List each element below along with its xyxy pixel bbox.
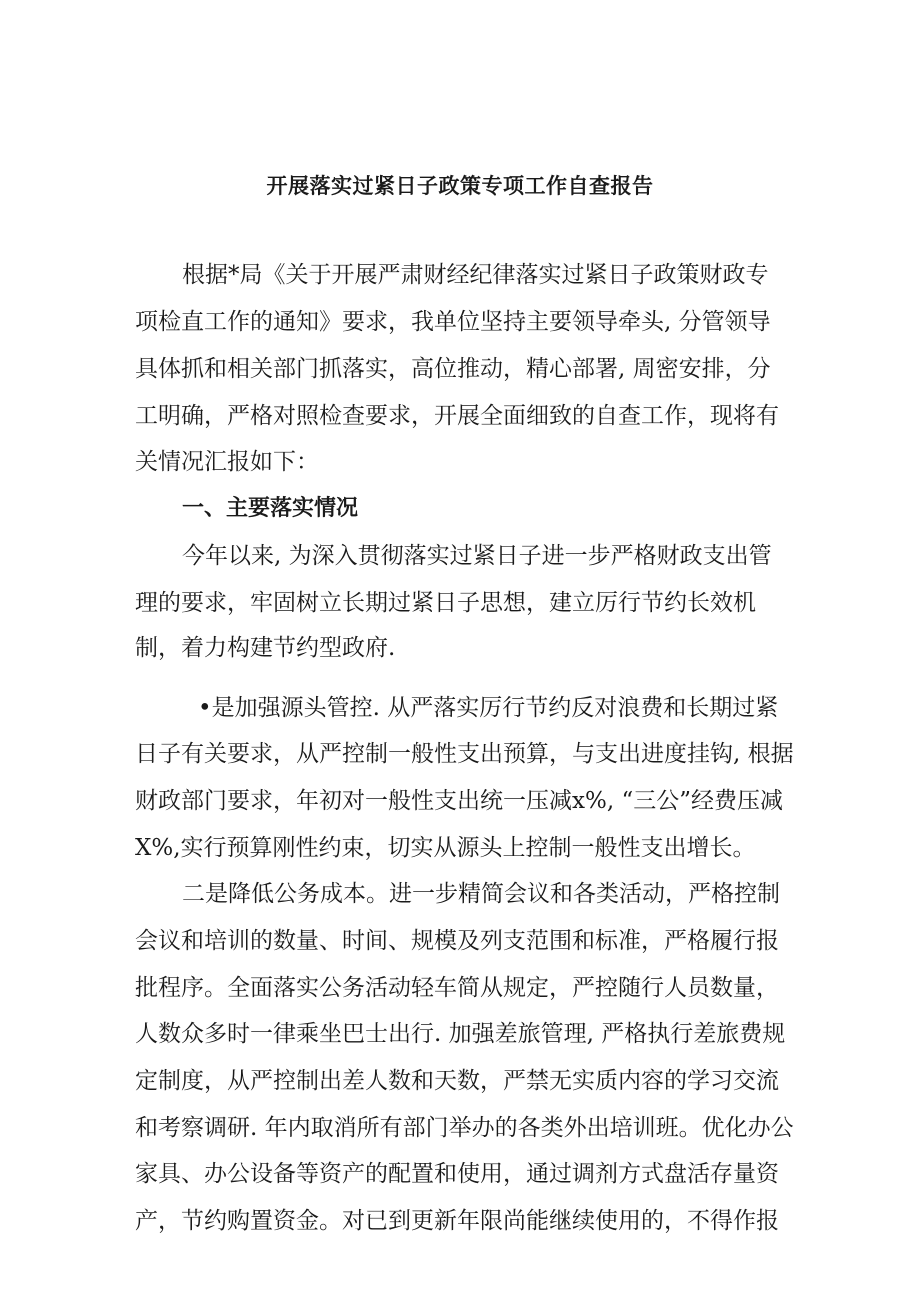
body-line: 日子有关要求，从严控制一般性支出预算，与支出进度挂钩, 根据 xyxy=(135,741,794,767)
bullet-paragraph-line: •是加强源头管控. 从严落实厉行节约反对浪费和长期过紧 xyxy=(198,695,779,721)
body-line: 具体抓和相关部门抓落实，高位推动，精心部署, 周密安排，分 xyxy=(135,356,771,382)
body-line: 会议和培训的数量、时间、规模及列支范围和标准，严格履行报 xyxy=(135,928,779,954)
body-line: 制，着力构建节约型政府. xyxy=(135,635,396,661)
body-line: 今年以来, 为深入贯彻落实过紧日子进一步严格财政支出管 xyxy=(182,543,772,569)
body-line: X%,实行预算刚性约束，切实从源头上控制一般性支出增长。 xyxy=(135,835,756,861)
body-line: 批程序。全面落实公务活动轻车简从规定，严控随行人员数量， xyxy=(135,975,779,1001)
body-line: 根据*局《关于开展严肃财经纪律落实过紧日子政策财政专 xyxy=(182,262,769,288)
body-line: 理的要求，牢固树立长期过紧日子思想，建立厉行节约长效机 xyxy=(135,590,756,616)
document-title: 开展落实过紧日子政策专项工作自查报告 xyxy=(266,174,654,198)
body-line: 产，节约购置资金。对已到更新年限尚能继续使用的，不得作报 xyxy=(135,1208,779,1234)
body-line: 财政部门要求，年初对一般性支出统一压减x%, “三公”经费压减 xyxy=(135,788,783,814)
body-line: 定制度，从严控制出差人数和天数，严禁无实质内容的学习交流 xyxy=(135,1068,779,1094)
body-line: 家具、办公设备等资产的配置和使用，通过调剂方式盘活存量资 xyxy=(135,1161,779,1187)
body-line: 关情况汇报如下： xyxy=(135,449,319,475)
body-line: 和考察调研. 年内取消所有部门举办的各类外出培训班。优化办公 xyxy=(135,1115,794,1141)
body-line: 工明确，严格对照检查要求，开展全面细致的自查工作，现将有 xyxy=(135,403,779,429)
body-line: 项检直工作的通知》要求，我单位坚持主要领导牵头, 分管领导 xyxy=(135,309,771,335)
body-line: 二是降低公务成本。进一步精简会议和各类活动，严格控制 xyxy=(182,881,780,907)
body-line: 人数众多时一律乘坐巴士出行. 加强差旅管理, 严格执行差旅费规 xyxy=(135,1021,786,1047)
section-heading: 一、主要落实情况 xyxy=(182,496,359,521)
